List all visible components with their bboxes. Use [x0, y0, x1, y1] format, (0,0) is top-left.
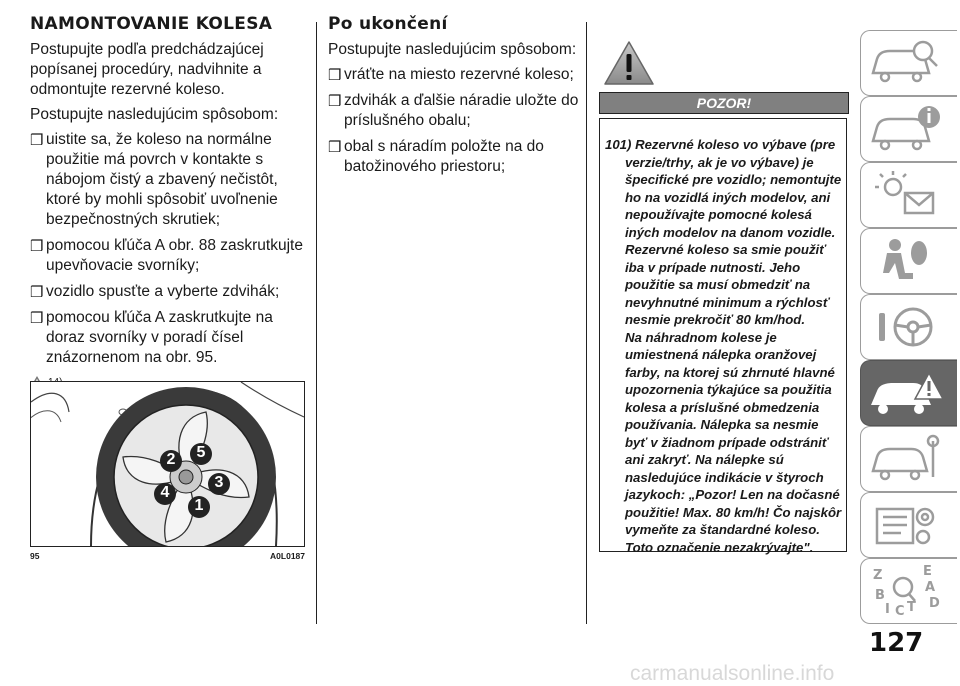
- steps-intro: Postupujte nasledujúcim spôsobom:: [328, 41, 577, 58]
- list-item: ❒ obal s náradím položte na do batožinového priestoru;: [328, 138, 544, 175]
- left-column: [30, 14, 310, 388]
- car-info-icon: [861, 97, 957, 161]
- list-item: ❒ pomocou kľúča A zaskrutkujte na doraz svorníky v poradí čísel znázornenom na obr. 95.: [30, 309, 273, 366]
- side-tab-service[interactable]: [860, 426, 957, 492]
- steering-wheel-icon: [861, 295, 957, 359]
- section-heading: Po ukončení: [328, 14, 448, 34]
- intro-paragraph: Postupujte podľa predchádzajúcej popísanej procedúry, nadvihnite a odmontujte rezervné koleso.: [30, 41, 264, 98]
- middle-column: [328, 14, 583, 183]
- bolt-label: 3: [214, 474, 224, 491]
- figure-code: A0L0187: [270, 551, 305, 561]
- list-item: ❒ uistite sa, že koleso na normálne použitie má povrch v kontakte s nábojom čistý a zbavený nečistôt, ktoré by mohli spôsobiť uvoľnenie bezpečnostných skrutiek;: [30, 131, 278, 228]
- wheel-figure: [30, 381, 305, 547]
- car-breakdown-icon: [861, 361, 957, 425]
- checkbox-bullet-icon: ❒: [30, 132, 44, 149]
- lights-message-icon: [861, 163, 957, 227]
- side-tab-car-info[interactable]: [860, 96, 957, 162]
- list-item: ❒ vráťte na miesto rezervné koleso;: [328, 66, 574, 84]
- figure-caption: [30, 551, 305, 561]
- warning-text-2: Na náhradnom kolese je umiestnená nálepka oranžovej farby, na ktorej sú zhrnuté hlavné upozornenia týkajúce sa použitia kolesa a príslušné obmedzenia používania. Nálepka sa nesmie byť v žiadnom prípade odstrániť ani zakryť. Na nálepke sú nasledujúce indikácie v štyroch jazykoch: „Pozor! Len na dočasné použitie! Max. 80 km/h! Čo najskôr vymeňte za štandardné koleso. Toto označenie nezakrývajte".: [625, 329, 842, 555]
- list-item: ❒ zdvihák a ďalšie náradie uložte do príslušného obalu;: [328, 92, 579, 129]
- svg-text:D: D: [929, 596, 940, 611]
- alphabetical-index-icon: [861, 559, 957, 623]
- svg-text:B: B: [875, 588, 885, 603]
- steps-intro: Postupujte nasledujúcim spôsobom:: [30, 106, 279, 123]
- specifications-gear-icon: [861, 493, 957, 557]
- checkbox-bullet-icon: ❒: [328, 93, 342, 110]
- watermark: carmanualsonline.info: [630, 662, 835, 685]
- side-tab-breakdown[interactable]: [860, 360, 957, 426]
- warning-triangle-icon: [603, 40, 655, 86]
- checkbox-bullet-icon: ❒: [328, 67, 342, 84]
- svg-text:A: A: [925, 580, 936, 595]
- warning-title: POZOR!: [599, 92, 849, 114]
- checkbox-bullet-icon: ❒: [328, 139, 342, 156]
- warning-number: 101): [605, 137, 632, 152]
- svg-text:Z: Z: [873, 568, 883, 583]
- bolt-label: 1: [194, 497, 204, 514]
- bolt-label: 2: [166, 451, 176, 468]
- svg-text:E: E: [923, 564, 932, 579]
- checkbox-bullet-icon: ❒: [30, 238, 44, 255]
- side-tab-specifications[interactable]: [860, 492, 957, 558]
- side-tab-car-search[interactable]: [860, 30, 957, 96]
- column-divider: [316, 22, 317, 624]
- warning-text: 101) Rezervné koleso vo výbave (pre verzie/trhy, ak je vo výbave) je špecifické pre vozidlo; nemontujte ho na vozidlá iných modelov, ani nepoužívajte pomocné kolesá iných modelov na danom vozidle. Rezervné koleso sa smie použiť iba v prípade nutnosti. Jeho použitie sa musí obmedziť na nevyhnutné minimum a rýchlosť nesmie prekročiť 80 km/hod. Na náhradnom kolese je umiestnená nálepka oranžovej farby, na ktorej sú zhrnuté hlavné upozornenia týkajúce sa použitia kolesa a príslušné obmedzenia používania. Nálepka sa nesmie byť v žiadnom prípade odstrániť ani zakryť. Na nálepke sú nasledujúce indikácie v štyroch jazykoch: „Pozor! Len na dočasné použitie! Max. 80 km/h! Čo najskôr vymeňte za štandardné koleso. Toto označenie nezakrývajte".: [605, 137, 842, 555]
- car-service-icon: [861, 427, 957, 491]
- side-tab-index[interactable]: [860, 558, 957, 624]
- section-heading: NAMONTOVANIE KOLESA: [30, 14, 273, 34]
- airbag-seat-icon: [861, 229, 957, 293]
- svg-text:T: T: [907, 600, 916, 615]
- list-item: ❒ pomocou kľúča A obr. 88 zaskrutkujte upevňovacie svorníky;: [30, 237, 303, 274]
- page-number: 127: [869, 628, 924, 658]
- figure-number: 95: [30, 551, 40, 561]
- column-divider: [586, 22, 587, 624]
- checkbox-bullet-icon: ❒: [30, 310, 44, 327]
- bolt-label: 5: [196, 444, 206, 461]
- side-tab-steering[interactable]: [860, 294, 957, 360]
- svg-text:C: C: [895, 604, 905, 619]
- side-tab-airbag[interactable]: [860, 228, 957, 294]
- list-item: ❒ vozidlo spusťte a vyberte zdvihák;: [30, 283, 280, 301]
- svg-text:I: I: [885, 602, 890, 617]
- car-search-icon: [861, 31, 957, 95]
- side-tab-lights-message[interactable]: [860, 162, 957, 228]
- checkbox-bullet-icon: ❒: [30, 284, 44, 301]
- bolt-label: 4: [160, 484, 170, 501]
